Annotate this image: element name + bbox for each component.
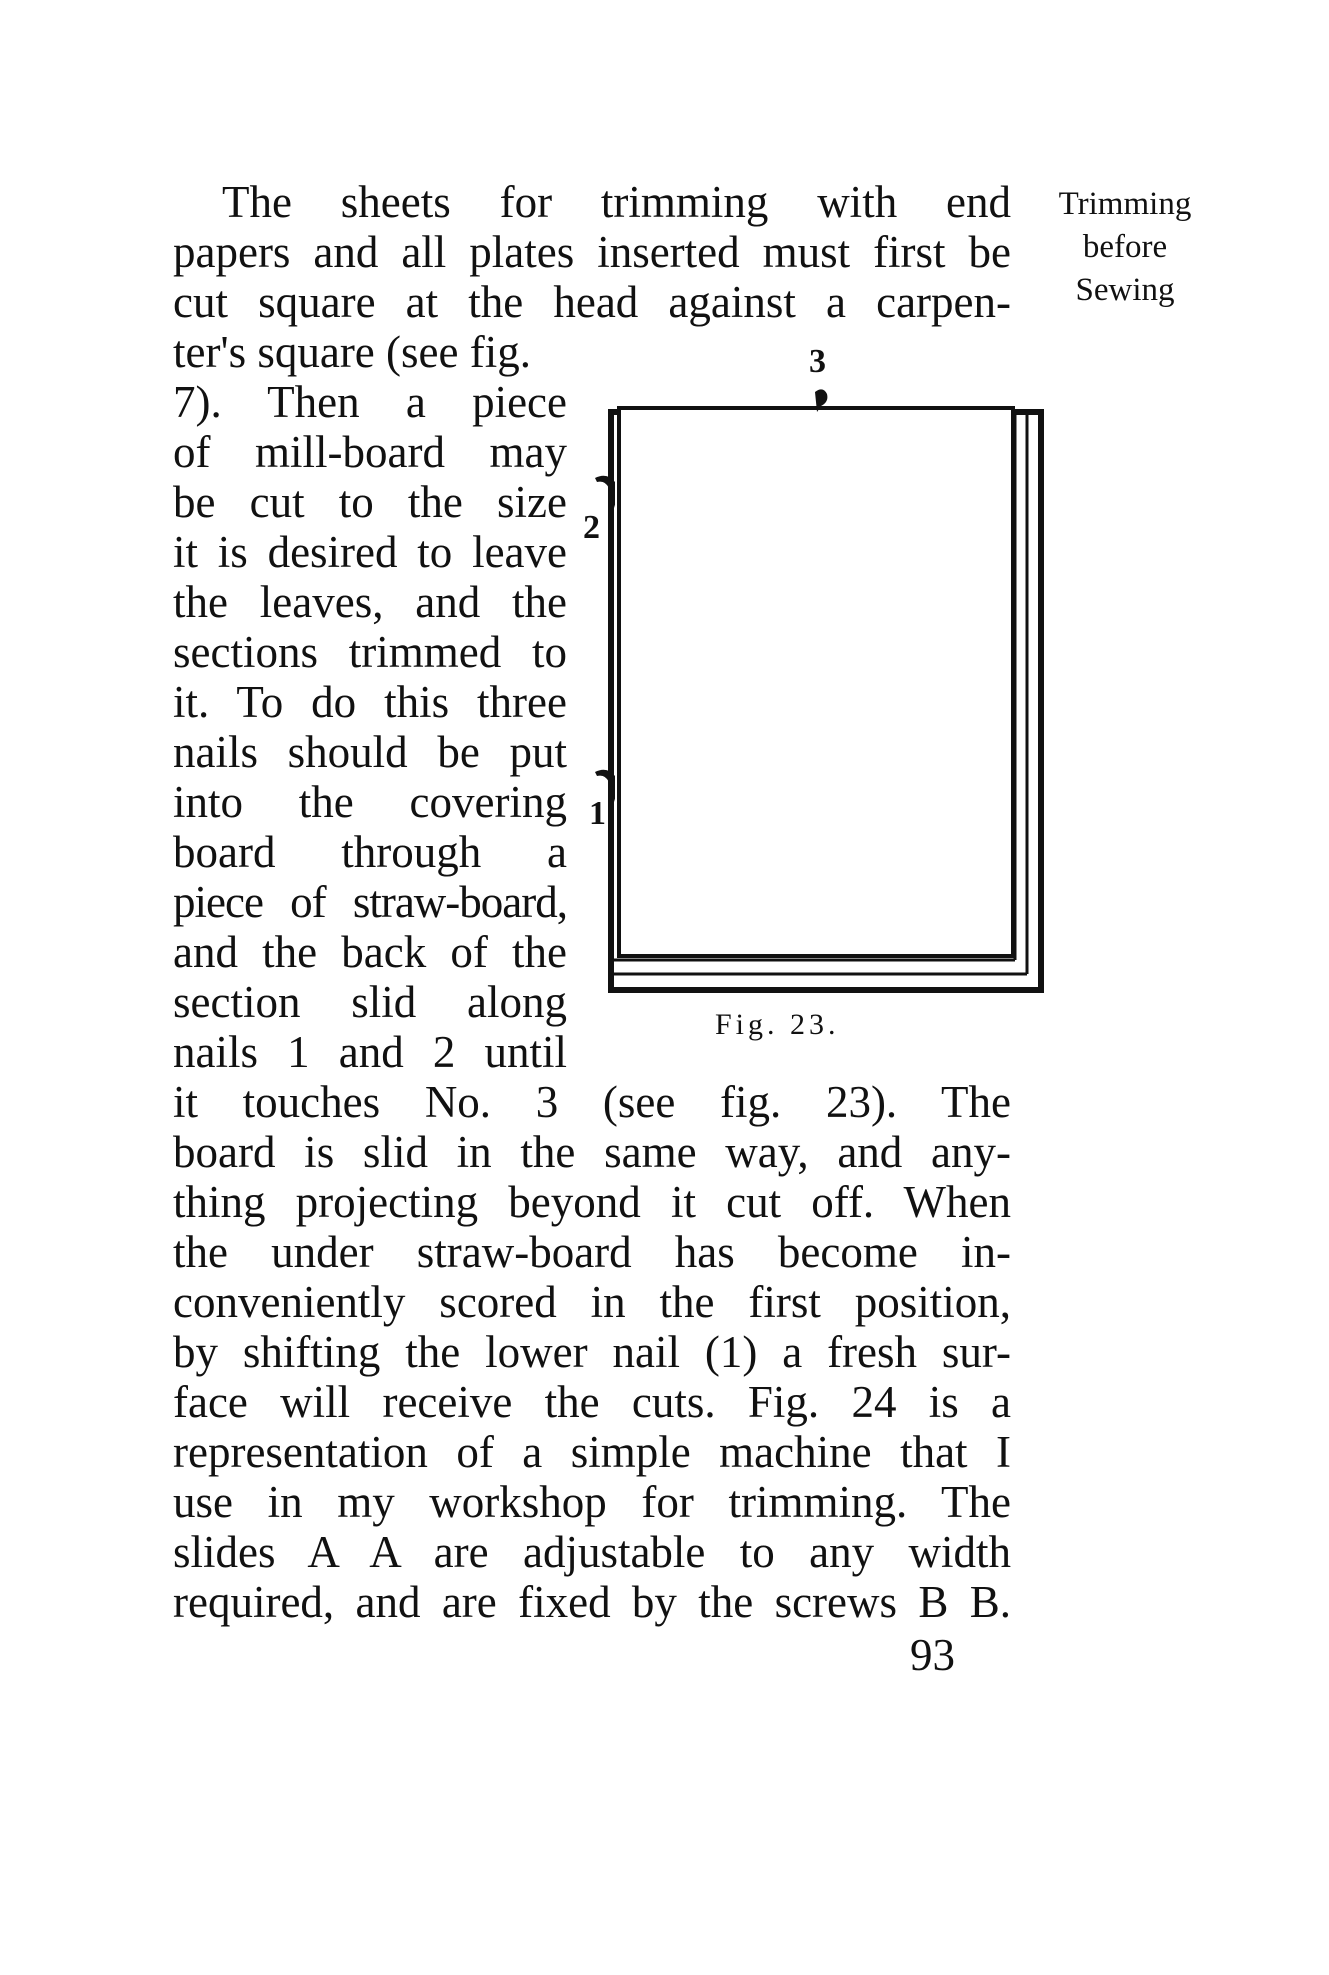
page-number: 93 (910, 1630, 955, 1680)
body-line: The sheets for trimming with end (222, 177, 1011, 227)
body-line: by shifting the lower nail (1) a fresh sur- (173, 1327, 1011, 1377)
margin-note-line-3: Sewing (1075, 272, 1175, 308)
body-line: piece of straw-board, (173, 877, 567, 927)
nail-1-label: 1 (589, 795, 606, 832)
body-line: it touches No. 3 (see fig. 23). The (173, 1077, 1011, 1127)
body-line: face will receive the cuts. Fig. 24 is a (173, 1377, 1011, 1427)
body-line: board is slid in the same way, and any- (173, 1127, 1011, 1177)
body-line: section slid along (173, 977, 567, 1027)
body-line: be cut to the size (173, 477, 567, 527)
nail-3-label: 3 (809, 343, 826, 380)
body-line: nails should be put (173, 727, 567, 777)
body-line: board through a (173, 827, 567, 877)
body-line: into the covering (173, 777, 567, 827)
margin-note-line-1: Trimming (1058, 186, 1192, 222)
body-line: required, and are fixed by the screws B B. (173, 1577, 1011, 1627)
body-line: conveniently scored in the first position, (173, 1277, 1011, 1327)
body-line: and the back of the (173, 927, 567, 977)
body-line: representation of a simple machine that I (173, 1427, 1011, 1477)
body-line: cut square at the head against a carpen- (173, 277, 1011, 327)
body-line: 7). Then a piece (173, 377, 567, 427)
section-outline (619, 408, 1013, 956)
body-line: slides A A are adjustable to any width (173, 1527, 1011, 1577)
body-line: it is desired to leave (173, 527, 567, 577)
body-line: the leaves, and the (173, 577, 567, 627)
nail-2-label: 2 (583, 509, 600, 546)
body-line: thing projecting beyond it cut off. When (173, 1177, 1011, 1227)
figure-23 (575, 340, 1065, 1040)
body-line: use in my workshop for trimming. The (173, 1477, 1011, 1527)
body-line: the under straw-board has become in- (173, 1227, 1011, 1277)
margin-note-line-2: before (1082, 229, 1168, 265)
body-line: it. To do this three (173, 677, 567, 727)
body-line: papers and all plates inserted must first be (173, 227, 1011, 277)
body-line: of mill-board may (173, 427, 567, 477)
figure-caption: Fig. 23. (715, 1008, 840, 1041)
body-line: nails 1 and 2 until (173, 1027, 567, 1077)
figure-23-drawing (575, 340, 1065, 1040)
body-line: ter's square (see fig. (173, 327, 531, 377)
body-line: sections trimmed to (173, 627, 567, 677)
